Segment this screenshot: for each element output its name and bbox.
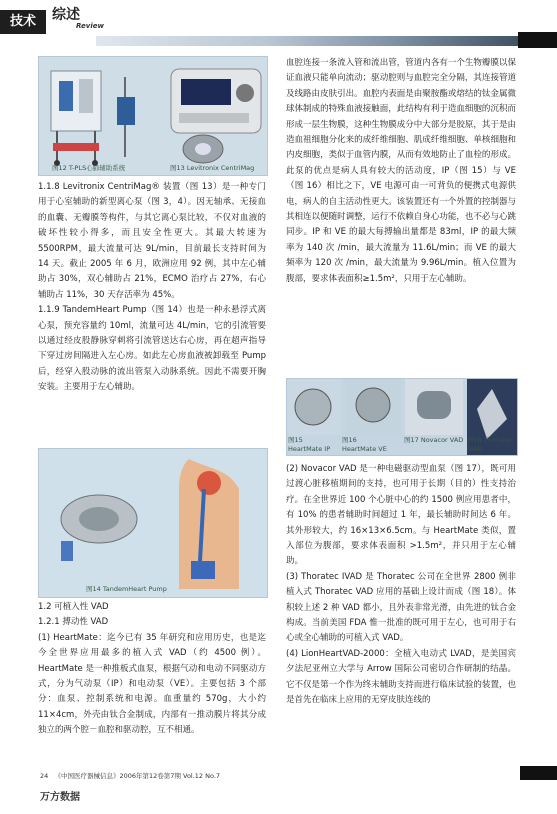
section-tag: 技术 [0,10,46,34]
paragraph-levitronix: 1.1.8 Levitronix CentriMag® 装置（图 13）是一种专门用于心室辅助的新型离心泵（图 3，4）。因无轴承、无接血的血囊、无瓣膜等构件，与其它离心泵比较，不仅对血液的破坏性较小得多，而且安全性更大。其最大转速为5500RPM，最大流量可达 9L/min，目前最长支持时间为 14 天。截止 2005 年 6 月，欧洲应用 92 例，其中左心辅助占 30%，双心辅助占 21%，ECMO 治疗占 27%，右心辅助占 11%，30 天存活率为 45%。 [38,182,266,300]
paragraph-heartmate-continued: 血腔连接一条流入管和流出管，管道内各有一个生物瓣膜以保证血液只能单向流动；驱动腔则与血腔完全分隔，其连接管道及线路由皮肤引出。血腔内表面是由聚胺酯或熔结的钛金属微球体制成的特殊血液接触面，此结构有利于造血细胞的沉积而形成一层生物膜，这种生物膜成分中大部分是胶原，其于是由造血祖细胞分化来的成纤维细胞、肌成纤维细胞、单核细胞和内皮细胞，类似于血管内膜，从而有效地防止了血栓的形成。此泵的优点是病人具有较大的活动度，IP（图 15）与 VE（图 16）相比之下，VE 电源可由一可背负的便携式电源供电，病人的自主活动性更大。该装置还有一个外置的控制器与其相连以便随时调整，运行不依赖自身心功能，也不必与心跳同步。IP 和 VE 的最大每搏输出量都是 83ml，IP 的最大频率为 140 次 /min，最大流量为 11.6L/min；而 VE 的最大频率为 120 次 /min，最大流量为 9.96L/min。植入位置为腹部，要求体表面积≥1.5m²，只用于左心辅助。 [286,58,516,284]
footer-black-block [520,766,557,780]
page-header [0,0,557,48]
paragraph-thoratec: (3) Thoratec IVAD 是 Thoratec 公司在全世界 2800 例非植入式 Thoratec VAD 应用的基础上设计而成（图 18）。体积较上述 2 种 VAD 都小，且外表非常光滑，由先进的钛合金构成。当前美国 FDA 惟一批准的既可用于左心，也可用于右心或全心辅助的可植入式 VAD。 [286,571,516,644]
figure-17-caption: 图17 Novacor VAD [404,436,464,444]
page-footer [40,771,220,780]
figure-15-caption: 图15 HeartMate IP [288,436,331,453]
figure-14-caption: 图14 TandemHeart Pump [86,585,167,593]
publisher-logo: 万方数据 [40,792,80,803]
paragraph-lionheart: (4) LionHeartVAD-2000：全植入电动式 LVAD，是美国宾夕法尼亚州立大学与 Arrow 国际公司密切合作研制的结晶。它不仅是第一个作为终末辅助支持而进行临床试验的装置，也是首先在临床上应用的无穿皮肤连线的 [286,648,516,706]
heading-implantable-vad: 1.2 可植入性 VAD [38,602,109,612]
figure-13-caption: 图13 Levitronix CentriMag [170,164,255,172]
header-decorative-band [96,36,526,46]
right-column-bottom-text [286,462,516,709]
figure-12-13 [38,56,268,176]
right-column-top-text [286,56,516,287]
paragraph-heartmate: (1) HeartMate：迄今已有 35 年研究和应用历史，也是迄今全世界应用最多的植入式 VAD（约 4500 例）。HeartMate 是一种推板式血泵，根据气动和电动不同驱动方式，分为气动泵（IP）和电动泵（VE）。主要包括 3 个部分：血泵、控制系统和电源。血重量约 570g，大小约 11×4cm，外壳由钛合金制成，内部有一推动膜片将其分成独立的两个腔－血腔和驱动腔，互不相通。 [38,632,266,736]
figure-12-13-image [39,57,267,175]
journal-info: 《中国医疗器械信息》2006年第12卷第7期 Vol.12 No.7 [54,772,221,780]
page-number: 24 [40,772,49,780]
figure-18-caption: 图18 Thoratec IVAD [467,436,513,453]
figure-12-caption: 图12 T-PLS心肺辅助系统 [52,164,126,172]
section-title-cn: 综述 [52,7,80,23]
heading-pulsatile-vad: 1.2.1 搏动性 VAD [38,617,109,628]
header-black-block [518,32,557,48]
figure-14 [38,448,268,598]
paragraph-tandemheart: 1.1.9 TandemHeart Pump（图 14）也是一种永悬浮式离心泵，预充容量约 10ml，流量可达 4L/min，它的引流管要以通过经皮股静脉穿刺将引流管送达右心房，再在超声指导下穿过房间隔进入左心房。如此左心房血液被卸载至 Pump 后，经穿入股动脉的流出管泵入动脉系统。因此不需要开胸安装。主要用于左心辅助。 [38,305,266,393]
section-title-en: Review [76,22,104,30]
left-column-text [38,180,266,396]
figure-16-caption: 图16 HeartMate VE [342,436,387,453]
figure-14-image [39,449,267,597]
paragraph-novacor: (2) Novacor VAD 是一种电磁驱动型血泵（图 17），既可用过渡心脏移植期间的支持，也可用于长期（目的）性支持治疗。在全世界近 100 个心脏中心的约 1500 例应用患者中，有 10% 的患者辅助时间超过 1 年，最长辅助时间达 6 年。其外形较大，约 16×13×6.5cm。与 HeartMate 类似，置入部位为腹部，要求体表面积 >1.5m²，并只用于左心辅助。 [286,464,516,567]
left-lower-text [38,600,266,739]
